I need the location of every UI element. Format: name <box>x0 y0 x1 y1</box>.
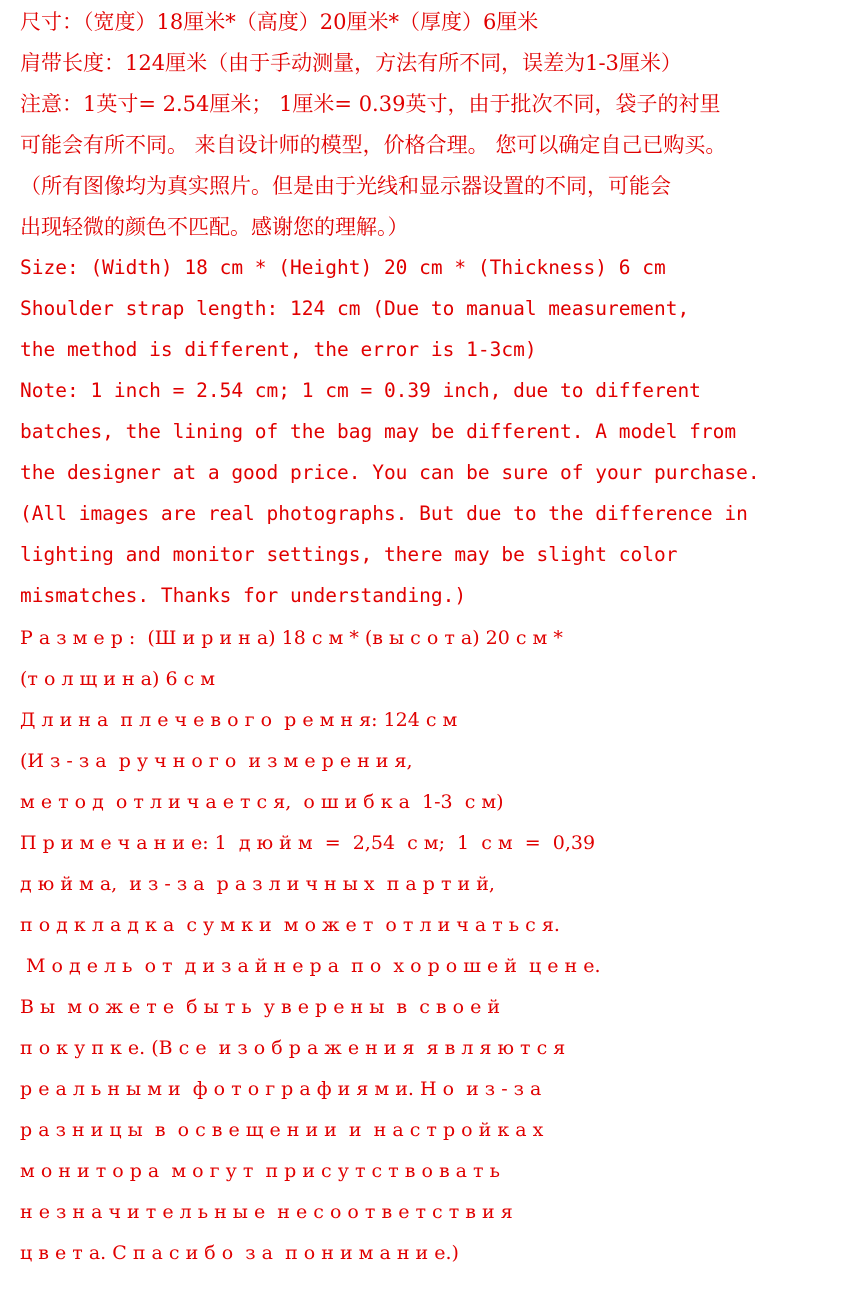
en-note-cont-2: the designer at a good price. You can be sure of your purchase. <box>20 461 760 484</box>
ru-photo-note-cont4: н е з н а ч и т е л ь н ы е н е с о о т в е т с т в и я <box>20 1201 513 1223</box>
en-note-line: Note: 1 inch = 2.54 cm; 1 cm = 0.39 inch, due to different <box>20 379 701 402</box>
ru-photo-note-cont2: р а з н и ц ы в о с в е щ е н и и и н а с т р о й к а х <box>20 1119 544 1141</box>
zh-note-line: 注意：1英寸= 2.54厘米； 1厘米= 0.39英寸，由于批次不同，袋子的衬里 <box>20 92 721 116</box>
ru-note-line: П р и м е ч а н и е: 1 д ю й м = 2,54 с м; 1 с м = 0,39 <box>20 832 596 854</box>
zh-size-line: 尺寸：（宽度）18厘米*（高度）20厘米*（厚度）6厘米 <box>20 10 539 34</box>
ru-strap-cont-2: м е т о д о т л и ч а е т с я, о ш и б к а 1-3 с м) <box>20 791 504 813</box>
ru-strap-line: Д л и н а п л е ч е в о г о р е м н я: 124 с м <box>20 709 458 731</box>
zh-photo-note-line: （所有图像均为真实照片。但是由于光线和显示器设置的不同，可能会 <box>20 174 671 198</box>
ru-photo-note-cont3: м о н и т о р а м о г у т п р и с у т с т в о в а т ь <box>20 1160 500 1182</box>
ru-model-line: М о д е л ь о т д и з а й н е р а п о х о р о ш е й ц е н е. <box>20 955 601 977</box>
ru-note-cont-1: д ю й м а, и з - з а р а з л и ч н ы х п а р т и й, <box>20 873 495 895</box>
zh-strap-line: 肩带长度：124厘米（由于手动测量，方法有所不同，误差为1-3厘米） <box>20 51 682 75</box>
ru-size-line: Р а з м е р : (Ш и р и н а) 18 с м * (в ы с о т а) 20 с м * <box>20 627 563 649</box>
en-strap-cont: the method is different, the error is 1-3cm) <box>20 338 537 361</box>
ru-strap-cont-1: (И з - з а р у ч н о г о и з м е р е н и я, <box>20 750 413 772</box>
ru-thanks-line: ц в е т а. С п а с и б о з а п о н и м а н и е.) <box>20 1242 459 1264</box>
en-strap-line: Shoulder strap length: 124 cm (Due to manual measurement, <box>20 297 690 320</box>
ru-photo-note-line: п о к у п к е. (В с е и з о б р а ж е н и я я в л я ю т с я <box>20 1037 566 1059</box>
ru-photo-note-cont1: р е а л ь н ы м и ф о т о г р а ф и я м и. Н о и з - з а <box>20 1078 542 1100</box>
en-photo-note-line: (All images are real photographs. But due to the difference in <box>20 502 748 525</box>
zh-note-line-cont: 可能会有所不同。 来自设计师的模型，价格合理。 您可以确定自己已购买。 <box>20 133 727 157</box>
en-thanks-line: mismatches. Thanks for understanding.) <box>20 584 467 607</box>
ru-size-cont: (т о л щ и н а) 6 с м <box>20 668 216 690</box>
en-note-cont-1: batches, the lining of the bag may be different. A model from <box>20 420 737 443</box>
en-size-line: Size: (Width) 18 cm * (Height) 20 cm * (Thickness) 6 cm <box>20 256 666 279</box>
ru-purchase-line: В ы м о ж е т е б ы т ь у в е р е н ы в с в о е й <box>20 996 501 1018</box>
ru-note-cont-2: п о д к л а д к а с у м к и м о ж е т о т л и ч а т ь с я. <box>20 914 560 936</box>
zh-photo-note-cont: 出现轻微的颜色不匹配。感谢您的理解。） <box>20 215 409 239</box>
en-photo-note-cont: lighting and monitor settings, there may be slight color <box>20 543 678 566</box>
